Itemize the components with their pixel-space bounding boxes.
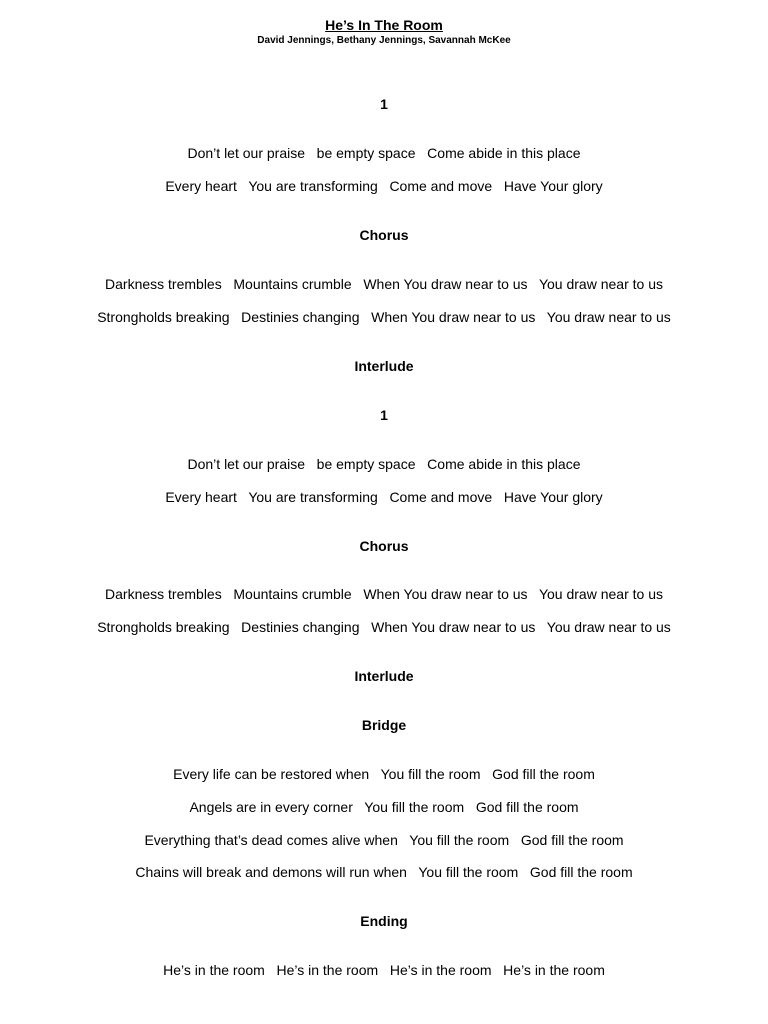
section-heading-interlude: Interlude <box>354 668 414 684</box>
section-heading-chorus: Chorus <box>359 538 409 554</box>
lyric-line: Darkness trembles Mountains crumble When You draw near to us You draw near to us <box>105 586 663 602</box>
lyric-line: Angels are in every corner You fill the room God fill the room <box>189 799 579 815</box>
lyric-line: Every life can be restored when You fill the room God fill the room <box>173 766 595 782</box>
section-heading-chorus: Chorus <box>359 227 409 243</box>
song-title: He’s In The Room <box>325 17 443 33</box>
lyric-line: Don’t let our praise be empty space Come abide in this place <box>187 456 581 472</box>
section-heading-verse-1: 1 <box>380 96 388 112</box>
section-heading-interlude: Interlude <box>354 358 414 374</box>
lyric-line: Every heart You are transforming Come and move Have Your glory <box>165 489 603 505</box>
lyric-line: He’s in the room He’s in the room He’s in the room He’s in the room <box>163 962 605 978</box>
lyric-line: Strongholds breaking Destinies changing When You draw near to us You draw near to us <box>97 309 671 325</box>
section-heading-verse-1: 1 <box>380 407 388 423</box>
section-heading-bridge: Bridge <box>361 717 407 733</box>
section-heading-ending: Ending <box>360 913 408 929</box>
lyric-line: Every heart You are transforming Come and move Have Your glory <box>165 178 603 194</box>
lyric-line: Don’t let our praise be empty space Come abide in this place <box>187 145 581 161</box>
lyric-line: Everything that’s dead comes alive when You fill the room God fill the room <box>144 832 624 848</box>
lyric-line: Strongholds breaking Destinies changing When You draw near to us You draw near to us <box>97 619 671 635</box>
lyric-line: Darkness trembles Mountains crumble When You draw near to us You draw near to us <box>105 276 663 292</box>
lyric-line: Chains will break and demons will run when You fill the room God fill the room <box>135 864 633 880</box>
song-authors: David Jennings, Bethany Jennings, Savannah McKee <box>257 35 511 46</box>
